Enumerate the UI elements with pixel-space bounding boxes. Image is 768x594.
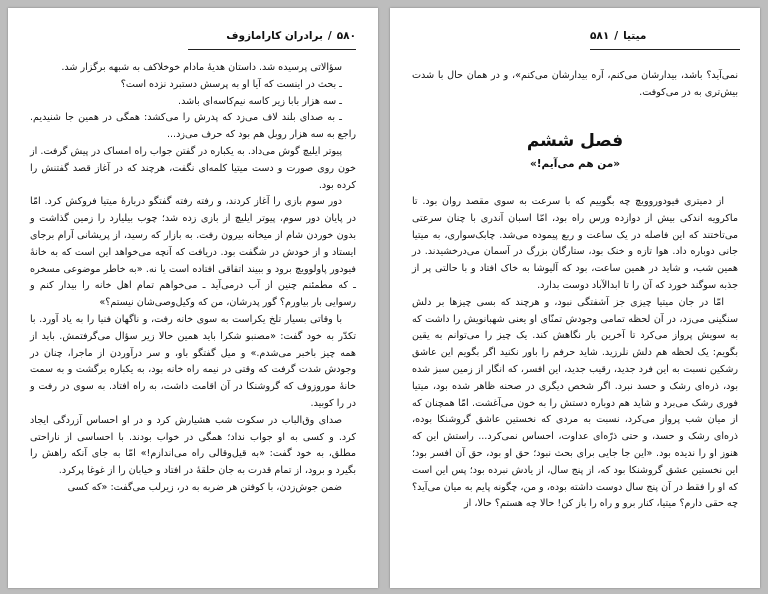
right-page-header — [590, 30, 740, 50]
left-header-separator: / — [327, 30, 332, 42]
right-top-body — [412, 68, 738, 102]
left-paragraph: ـ سه هزار بابا زیر کاسه نیم‌کاسه‌ای باشد. — [178, 95, 342, 107]
right-page-number: ۵۸۱ — [590, 30, 610, 42]
chapter-subtitle: «من هم می‌آیم!» — [529, 158, 621, 170]
right-header-separator: / — [614, 30, 619, 42]
right-paragraph: امّا در جان میتیا چیزی جز آشفتگی نبود، و هرچند که بسی چیزها بر دلش سنگینی می‌زد، در آن لحظه تمامی وجودش تمنّای او یعنی شهبانویش را داشت که به سویش پرواز می‌کرد تا آخرین بار نگاهش کند. یک چیز را می‌توانم به یقین بگویم: یک لحظه هم دلش نلرزید. شاید حرفم را باور نکنید اگر بگویم این عاشق رشکین نسبت به این فرد جدید، رقیب جدید، این افسر، که انگار از زمین سبز شده بود، ذره‌ای رشک و حسد نبرد. اگر شخص دیگری در صحنه ظاهر شده بود، میتیا فوری رشک می‌برد و شاید هم دوباره دستش را به خون می‌آغشت. امّا همچنان که از میان شب پرواز می‌کرد، نسبت به مردی که نخستین عاشق گروشنکا بوده، ذره‌ای رشک و حسد، و حتی ذرّه‌ای عداوت، احساس نمی‌کرد... راستش این که هنوز او را ندیده بود. «این جا جایی برای بحث نبود؛ حق او بود، حق آن افسر بود؛ این نخستین عشق گروشنکا بود که، از پنج سال، از یادش نبرده بود؛ پس این است که او را فقط در آن پنج سال دوست داشته بوده، و من، چگونه پایم به میان می‌آید؟ چه حقی دارم؟ میتیا، کنار برو و راه را باز کن! حالا چه هستم؟ حالا، از — [412, 296, 738, 510]
right-running-title: میتیا — [623, 30, 647, 42]
right-paragraph: از دمیتری فیودوروویچ چه بگوییم که با سرعت به سوی مقصد روان بود. تا ماکرویه اندکی بیش از دوازده ورس راه بود، امّا اسبان آندری با چنان سرعتی می‌تاختند که این فاصله در یک ساعت و ربع پیموده می‌شد. چابک‌سواری، به میتیا جانی دوباره داد. هوا تازه و خنک بود، ستارگان بزرگ در آسمان می‌درخشیدند. در همین شب، و شاید در همین ساعت، بود که آلیوشا به خاک افتاد و با حالتی پر از جذبه سوگند خورد که آن را تا ابدالآباد دوست بدارد. — [412, 196, 738, 291]
left-paragraph: ـ به صدای بلند لاف می‌زد که پدرش را می‌کشد: همگی در همین جا شنیدیم. راجع به سه هزار روبل هم بود که حرف می‌زد... — [30, 112, 356, 141]
left-paragraph: با وقاتی بسیار تلخ یکراست به سوی خانه رفت، و ناگهان فنیا را به یاد آورد. با تکدّر به خود گفت: «مصنبو شکرا باید همین حالا زیر سؤال می‌گرفتمش. باید از همه چیز باخبر می‌شدم.» و میل گفتگو باو، و سر درآوردن از ماجرا، چنان در وجودش شدت گرفت که وقتی در نیمه راه خانه بود، به یکباره برگشت و به سمت خانهٔ موروزوف که گروشنکا در آن اقامت داشت، به راه افتاد. به سوی در رفت و در را کوبید. — [30, 313, 356, 409]
left-paragraph: صدای وق‌الباب در سکوت شب هشیارش کرد و در او احساس آزردگی ایجاد کرد. و کسی به او جواب نداد؛ همگی در خواب بودند. با احساسی از ناراحتی مطلق، به خود گفت: «به قیل‌وقالی راه می‌اندازم!» امّا به جای آنکه راهش را بگیرد و برود، از تمام قدرت به جان حلقهٔ در افتاد و خیابان را از غوغا پرکرد. — [30, 414, 356, 477]
left-page-header — [188, 30, 356, 50]
left-page-body — [30, 60, 356, 497]
chapter-title: فصل ششم — [526, 131, 624, 151]
left-page-number: ۵۸۰ — [336, 30, 356, 42]
left-paragraph: ـ بحث در اینست که آیا او به پرسش دستبرد نزده است؟ — [120, 78, 342, 90]
left-paragraph: پیوتر ایلیچ گوش می‌داد. به یکباره در گفتن جواب راه امساک در پیش گرفت. از خون روی صورت و دست میتیا کلمه‌ای نگفت، هرچند که در آغاز قصد گفتنش را کرده بود. — [30, 145, 356, 191]
left-paragraph: دور سوم بازی را آغاز کردند، و رفته رفته گفتگو دربارهٔ میتیا فروکش کرد. امّا در پایان دور سوم، پیوتر ایلیچ از بازی زده شد؛ چوب بیلیارد را زمین گذاشت و بدون خوردن شام از میخانه بیرون رفت. به بازار که رسید، از پریشانی آرام برجای ایستاد و از خودش در شگفت بود. دریافت که آنچه می‌خواهد این است که به خانهٔ فیودور پاولوویچ برود و ببیند اتفاقی افتاده است یا نه. «به خاطر موضوعی مسخره ـ که مطمئنم چنین از آب درمی‌آید ـ می‌خواهم تمام اهل خانه را بیدار کنم و رسوایی بار بیاورم؟ گور پدرشان، من که وکیل‌وصی‌شان نیستم؟» — [30, 196, 356, 309]
left-paragraph: ضمن جوش‌زدن، با کوفتن هر ضربه به در، زیرلب می‌گفت: «که کسی — [67, 481, 342, 493]
left-paragraph: سؤالاتی پرسیده شد. داستان هدیهٔ مادام خوخلاکف به شبهه برگزار شد. — [61, 62, 342, 73]
right-page-body — [412, 194, 738, 513]
right-top-paragraph: نمی‌آید؟ باشد، بیدارشان می‌کنم، آره بیدارشان می‌کنم»، و در همان حال با شدت بیش‌تری به در می‌کوفت. — [412, 70, 738, 98]
book-gutter — [378, 8, 390, 588]
left-page — [8, 8, 378, 588]
right-page — [390, 8, 760, 588]
left-running-title: برادران کارامازوف — [226, 30, 323, 42]
